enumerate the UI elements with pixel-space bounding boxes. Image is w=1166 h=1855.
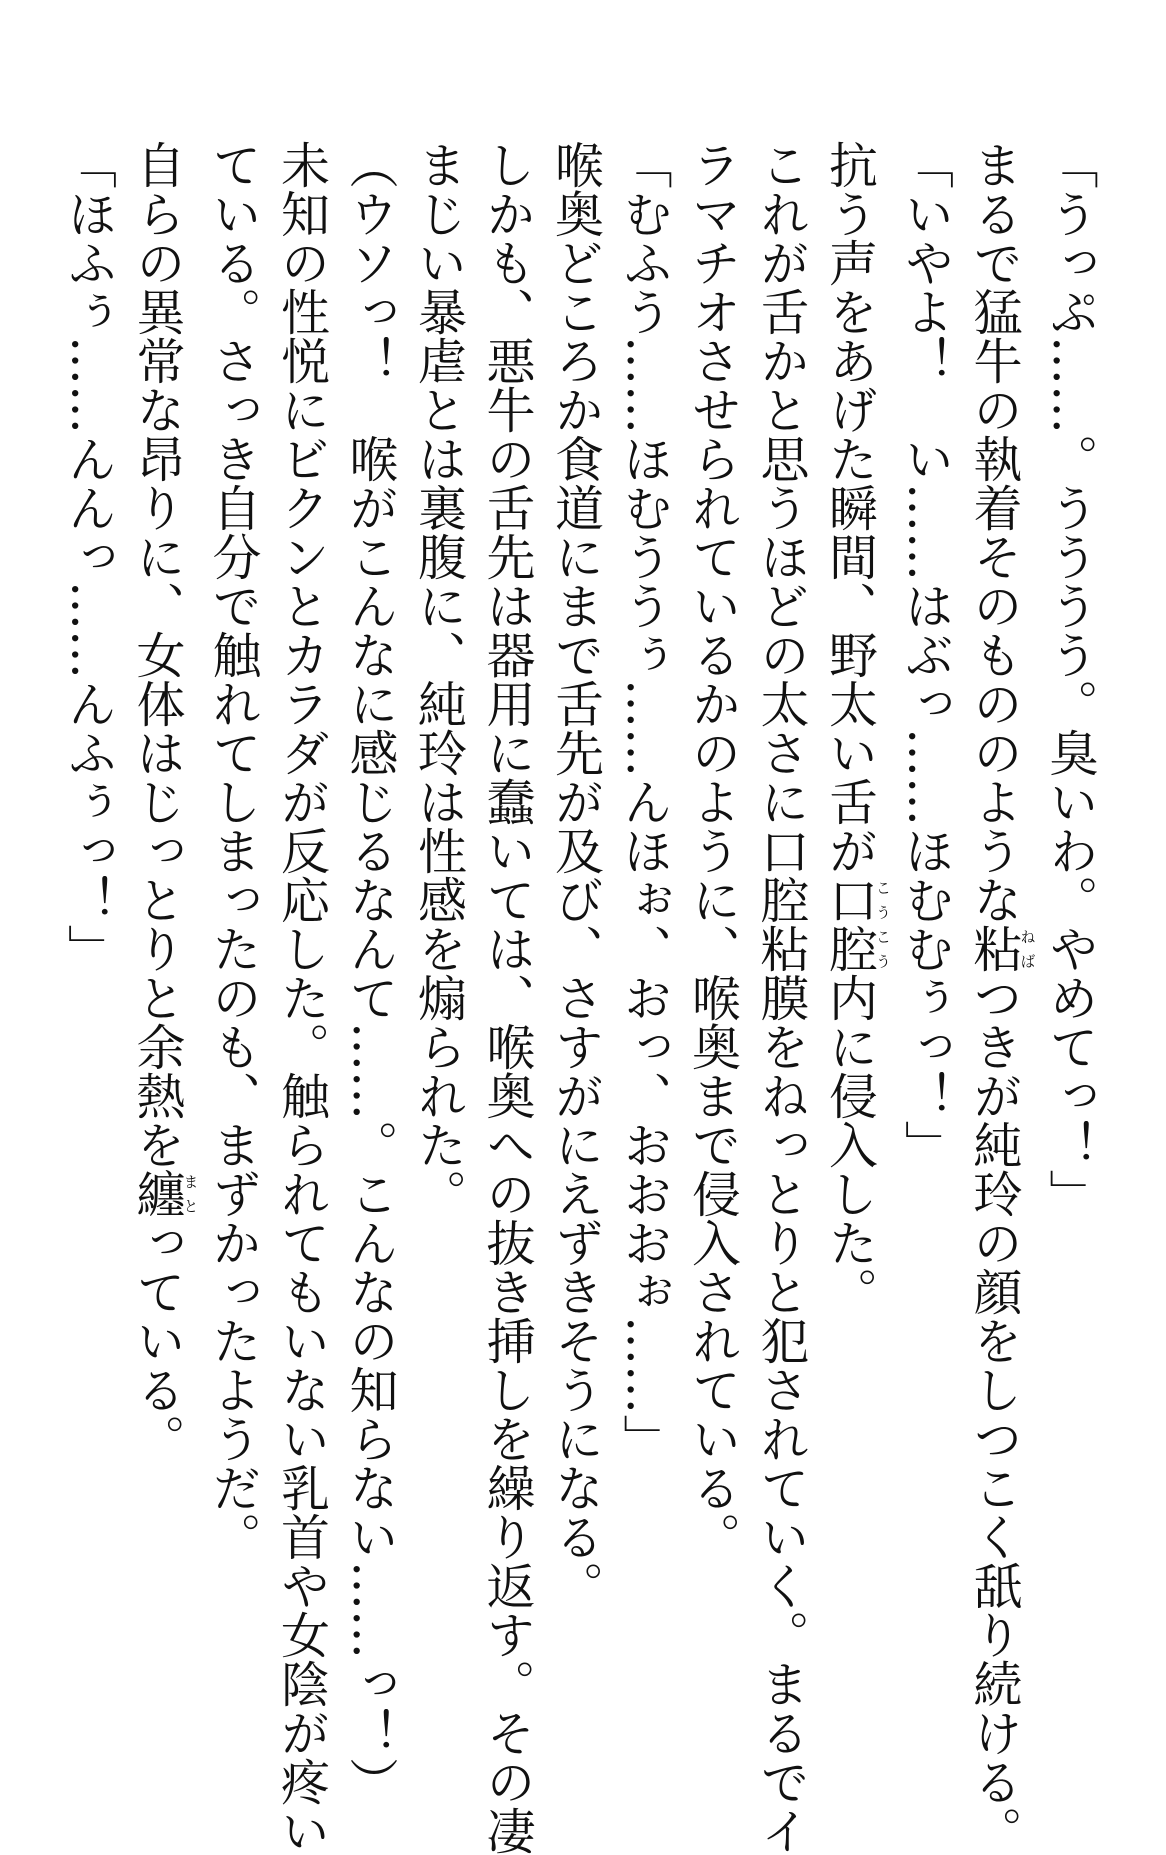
- text-line-9: しかも、悪牛の舌先は器用に蠢いては、喉奥への抜き挿しを繰り返す。その凄: [479, 140, 536, 1855]
- ruby-koukou: 口腔こうこう: [821, 875, 892, 973]
- ruby-mato: 纏まと: [129, 1169, 200, 1218]
- text-line-2: [960, 140, 1037, 1855]
- text-line-3: 「いやよ！ い……はぶっ……ほむむぅっ！」: [897, 140, 955, 1169]
- ruby-neba: 粘ねば: [966, 924, 1037, 973]
- text-line-7: 「むふう……ほむううぅ……んほぉ、おっ、おおおぉ……」: [616, 140, 673, 1463]
- text-line-2-part-a: まるで猛牛の執着そのもののような: [966, 140, 1023, 924]
- text-line-13: ている。さっき自分で触れてしまったのも、まずかったようだ。: [205, 140, 262, 1561]
- text-line-14-part-b: っている。: [129, 1218, 186, 1463]
- text-line-14-part-a: 自らの異常な昂りに、女体はじっとりと余熱を: [129, 140, 186, 1169]
- text-line-15: 「ほふぅ……んんっ……んふぅっ！」: [60, 140, 118, 973]
- text-line-10: まじい暴虐とは裏腹に、純玲は性感を煽られた。: [410, 140, 468, 1218]
- text-line-5: これが舌かと思うほどの太さに口腔粘膜をねっとりと犯されていく。まるでイ: [753, 140, 810, 1855]
- text-line-6: ラマチオさせられているかのように、喉奥まで侵入されている。: [684, 140, 742, 1561]
- text-line-4-part-b: 内に侵入した。: [821, 973, 879, 1316]
- text-line-14: [123, 140, 199, 1520]
- text-line-12: 未知の性悦にビクンとカラダが反応した。触られてもいない乳首や女陰が疼い: [273, 140, 331, 1855]
- text-line-4: [815, 140, 891, 1520]
- text-line-2-part-b: つきが純玲の顔をしつこく舐り続ける。: [966, 973, 1023, 1855]
- vertical-text-body: [54, 140, 1104, 1855]
- text-line-11: （ウソっ！ 喉がこんなに感じるなんて……。こんなの知らない……っ！）: [342, 140, 399, 1806]
- text-line-4-part-a: 抗う声をあげた瞬間、野太い舌が: [821, 140, 879, 875]
- text-line-1: 「うっぷ……。うううう。臭いわ。やめてっ！」: [1042, 140, 1099, 1218]
- text-line-8: 喉奥どころか食道にまで舌先が及び、さすがにえずきそうになる。: [547, 140, 605, 1610]
